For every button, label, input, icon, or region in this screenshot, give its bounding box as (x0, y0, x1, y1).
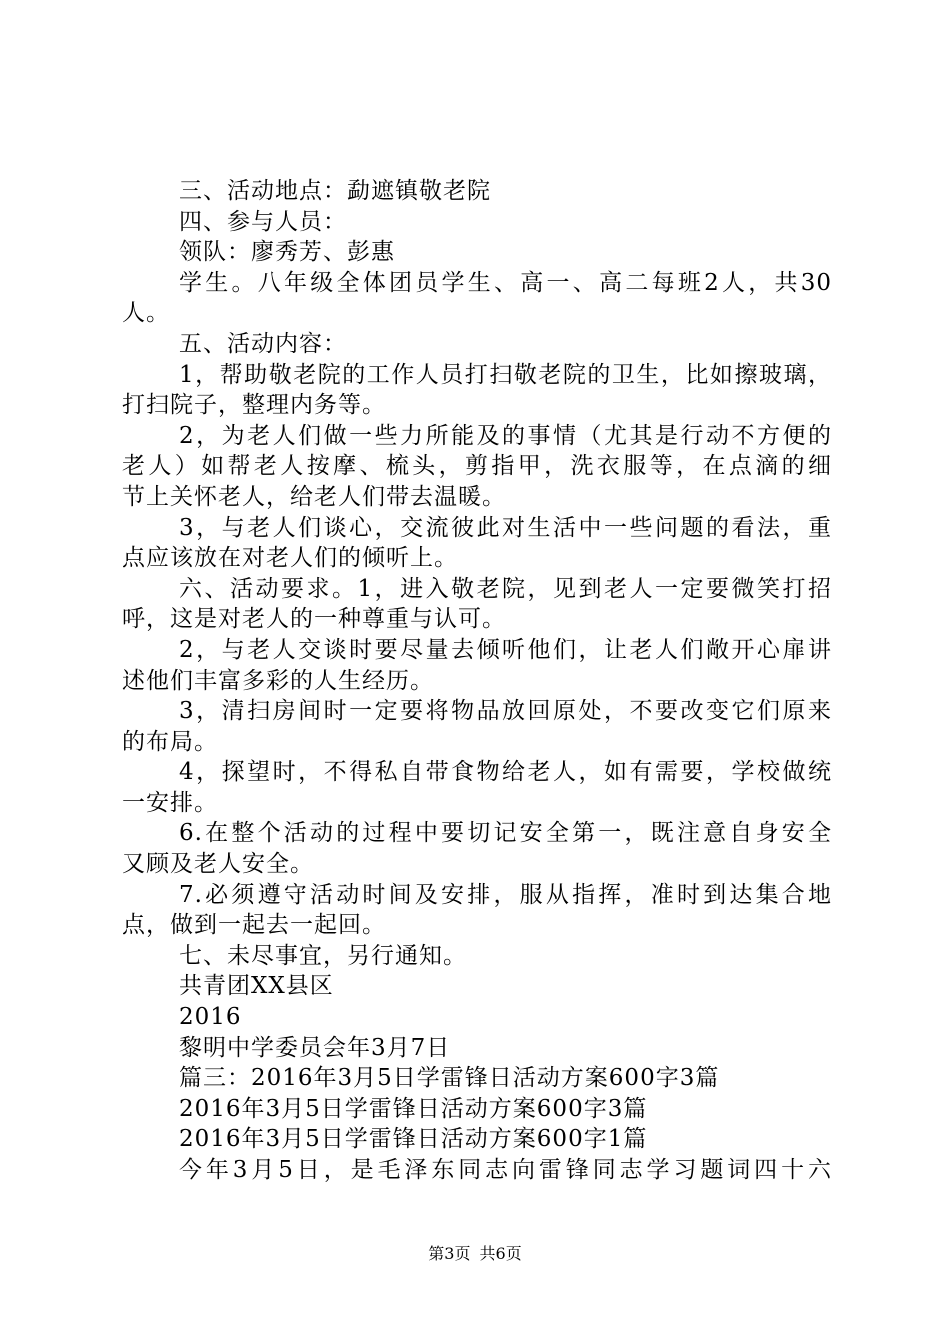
text-line: 四、参与人员： (179, 208, 347, 235)
text-line: 述他们丰富多彩的人生经历。 (122, 667, 434, 694)
text-line: 节上关怀老人，给老人们带去温暖。 (122, 483, 506, 510)
text-line: 今年3月5日，是毛泽东同志向雷锋同志学习题词四十六 (179, 1157, 832, 1183)
text-line: 3，清扫房间时一定要将物品放回原处，不要改变它们原来 (179, 698, 832, 725)
text-line: 七、未尽事宜，另行通知。 (179, 942, 467, 969)
text-line: 3，与老人们谈心，交流彼此对生活中一些问题的看法，重 (179, 514, 832, 541)
text-line: 打扫院子，整理内务等。 (122, 392, 386, 419)
text-line: 2016 (179, 1004, 242, 1031)
page-total: 共6页 (479, 1244, 522, 1263)
text-line: 老人）如帮老人按摩、梳头，剪指甲，洗衣服等，在点滴的细 (122, 453, 832, 480)
page-footer (0, 1244, 950, 1264)
page-number: 第3页 (428, 1244, 471, 1263)
text-line: 共青团XX县区 (179, 973, 334, 1000)
text-line: 4，探望时，不得私自带食物给老人，如有需要，学校做统 (179, 759, 832, 786)
text-line: 2016年3月5日学雷锋日活动方案600字1篇 (179, 1126, 648, 1153)
text-line: 学生。八年级全体团员学生、高一、高二每班2人，共30 (179, 269, 832, 296)
text-line: 五、活动内容： (179, 330, 347, 357)
text-line: 的布局。 (122, 728, 218, 755)
text-line: 2，与老人交谈时要尽量去倾听他们，让老人们敞开心扉讲 (179, 636, 832, 663)
text-line: 人。 (122, 300, 170, 327)
text-line: 呼，这是对老人的一种尊重与认可。 (122, 606, 506, 633)
text-line: 点应该放在对老人们的倾听上。 (122, 545, 458, 572)
text-line: 点，做到一起去一起回。 (122, 912, 386, 939)
text-line: 篇三：2016年3月5日学雷锋日活动方案600字3篇 (179, 1065, 720, 1092)
text-line: 又顾及老人安全。 (122, 851, 314, 878)
text-line: 2016年3月5日学雷锋日活动方案600字3篇 (179, 1095, 648, 1122)
text-line: 一安排。 (122, 789, 218, 816)
document-body (122, 176, 832, 1186)
text-line: 7.必须遵守活动时间及安排，服从指挥，准时到达集合地 (179, 881, 832, 908)
text-line: 三、活动地点：勐遮镇敬老院 (179, 178, 491, 204)
text-line: 六、活动要求。1，进入敬老院，见到老人一定要微笑打招 (179, 575, 832, 602)
text-line: 6.在整个活动的过程中要切记安全第一，既注意自身安全 (179, 820, 832, 847)
text-line: 领队：廖秀芳、彭惠 (179, 239, 395, 266)
text-line: 1，帮助敬老院的工作人员打扫敬老院的卫生，比如擦玻璃， (179, 361, 832, 388)
text-line: 黎明中学委员会年3月7日 (179, 1034, 451, 1061)
text-line: 2，为老人们做一些力所能及的事情（尤其是行动不方便的 (179, 422, 832, 449)
